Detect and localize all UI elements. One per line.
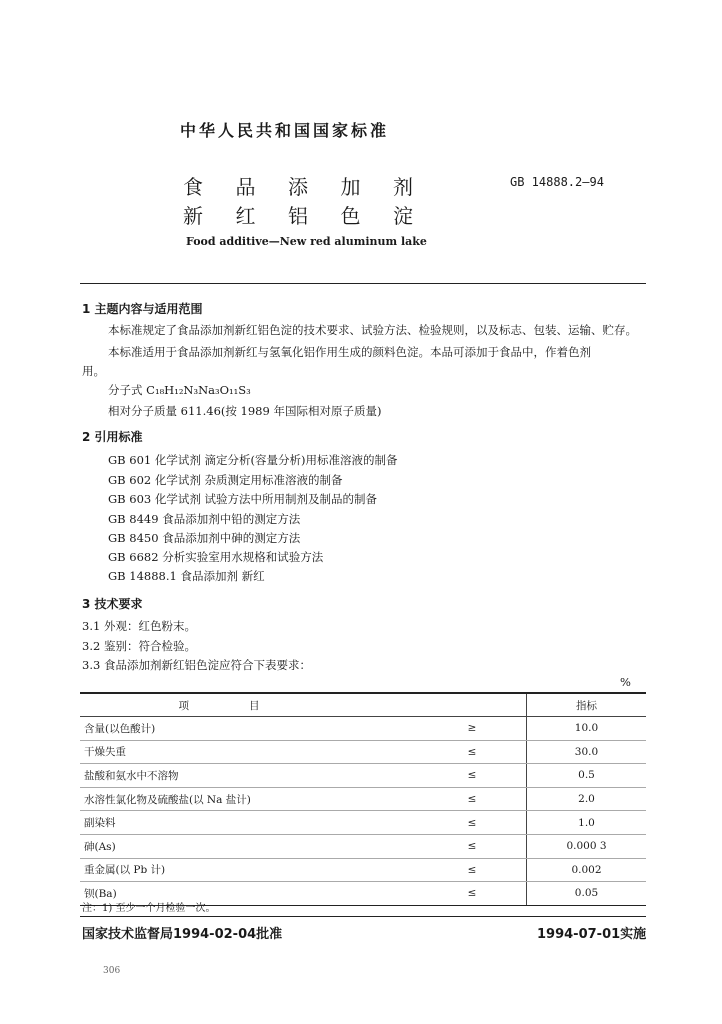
row-value: 2.0 <box>527 787 647 811</box>
row-value: 0.5 <box>527 764 647 788</box>
section-3-heading: 3 技术要求 <box>82 597 143 611</box>
formula-value: C₁₈H₁₂N₃Na₃O₁₁S₃ <box>146 383 251 397</box>
row-value: 30.0 <box>527 740 647 764</box>
title-line-2 <box>183 200 413 229</box>
approval-line: 国家技术监督局1994-02-04批准 <box>82 927 283 942</box>
row-op: ≤ <box>418 858 527 882</box>
requirements-table <box>80 692 646 906</box>
header-value: 指标 <box>527 693 647 717</box>
table-unit: % <box>620 675 631 689</box>
row-value: 0.002 <box>527 858 647 882</box>
row-op: ≥ <box>418 717 527 741</box>
row-op: ≤ <box>418 740 527 764</box>
title-line-1 <box>183 171 413 200</box>
standard-code: GB 14888.2—94 <box>510 175 604 189</box>
row-op: ≤ <box>418 787 527 811</box>
header-op-spacer <box>418 693 527 717</box>
row-value: 10.0 <box>527 717 647 741</box>
row-item: 钡(Ba) <box>80 882 418 906</box>
title-char: 加 <box>340 175 361 199</box>
section-2-heading: 2 引用标准 <box>82 430 143 444</box>
clause-3-3: 3.3 食品添加剂新红铝色淀应符合下表要求： <box>82 658 311 672</box>
section-1-paragraph-1: 本标准规定了食品添加剂新红铝色淀的技术要求、试验方法、检验规则，以及标志、包装、运输、贮存。 <box>108 323 637 337</box>
reference-item: GB 601 化学试剂 滴定分析(容量分析)用标准溶液的制备 <box>108 453 398 467</box>
issuing-authority: 中华人民共和国国家标准 <box>180 121 390 140</box>
reference-item: GB 8450 食品添加剂中砷的测定方法 <box>108 531 301 545</box>
implementation-date: 1994-07-01实施 <box>537 927 647 942</box>
table-row <box>80 858 646 882</box>
reference-item: GB 602 化学试剂 杂质测定用标准溶液的制备 <box>108 473 343 487</box>
header-rule <box>80 283 646 284</box>
title-char: 色 <box>340 204 361 228</box>
row-value: 0.000 3 <box>527 834 647 858</box>
table-row <box>80 740 646 764</box>
row-op: ≤ <box>418 834 527 858</box>
row-item: 含量(以色酸计) <box>80 717 418 741</box>
footer-rule <box>80 916 646 917</box>
formula-label: 分子式 <box>108 383 143 397</box>
title-char: 新 <box>183 204 203 228</box>
table-row <box>80 834 646 858</box>
title-char: 品 <box>235 175 256 199</box>
table-row <box>80 717 646 741</box>
reference-item: GB 6682 分析实验室用水规格和试验方法 <box>108 550 324 564</box>
reference-item: GB 14888.1 食品添加剂 新红 <box>108 569 265 583</box>
table-note: 注：1) 至少一个月检验一次。 <box>82 903 216 914</box>
clause-3-1: 3.1 外观：红色粉末。 <box>82 619 196 633</box>
row-op: ≤ <box>418 764 527 788</box>
title-char: 红 <box>235 204 256 228</box>
page-number: 306 <box>103 966 121 976</box>
table-row <box>80 787 646 811</box>
row-value: 0.05 <box>527 882 647 906</box>
reference-item: GB 8449 食品添加剂中铅的测定方法 <box>108 512 301 526</box>
title-char: 铝 <box>288 204 308 228</box>
molecular-formula <box>108 382 251 398</box>
clause-3-2: 3.2 鉴别：符合检验。 <box>82 639 196 653</box>
row-item: 副染料 <box>80 811 418 835</box>
title-char: 添 <box>288 175 308 199</box>
row-value: 1.0 <box>527 811 647 835</box>
row-op: ≤ <box>418 882 527 906</box>
title-char: 淀 <box>393 204 413 228</box>
row-item: 盐酸和氨水中不溶物 <box>80 764 418 788</box>
title-char: 食 <box>183 175 203 199</box>
header-item: 项目 <box>80 693 418 717</box>
row-item: 重金属(以 Pb 计) <box>80 858 418 882</box>
table-row <box>80 764 646 788</box>
molecular-mass: 相对分子质量 611.46(按 1989 年国际相对原子质量) <box>108 404 382 418</box>
title-char: 剂 <box>393 175 413 199</box>
english-title: Food additive—New red aluminum lake <box>186 235 427 248</box>
table-row <box>80 811 646 835</box>
reference-item: GB 603 化学试剂 试验方法中所用制剂及制品的制备 <box>108 492 378 506</box>
row-item: 干燥失重 <box>80 740 418 764</box>
row-item: 水溶性氯化物及硫酸盐(以 Na 盐计) <box>80 787 418 811</box>
section-1-paragraph-2-cont: 用。 <box>82 364 105 378</box>
section-1-heading: 1 主题内容与适用范围 <box>82 302 203 316</box>
row-item: 砷(As) <box>80 834 418 858</box>
section-1-paragraph-2: 本标准适用于食品添加剂新红与氢氧化铝作用生成的颜料色淀。本品可添加于食品中，作着色剂 <box>108 345 591 359</box>
row-op: ≤ <box>418 811 527 835</box>
table-header-row <box>80 693 646 717</box>
